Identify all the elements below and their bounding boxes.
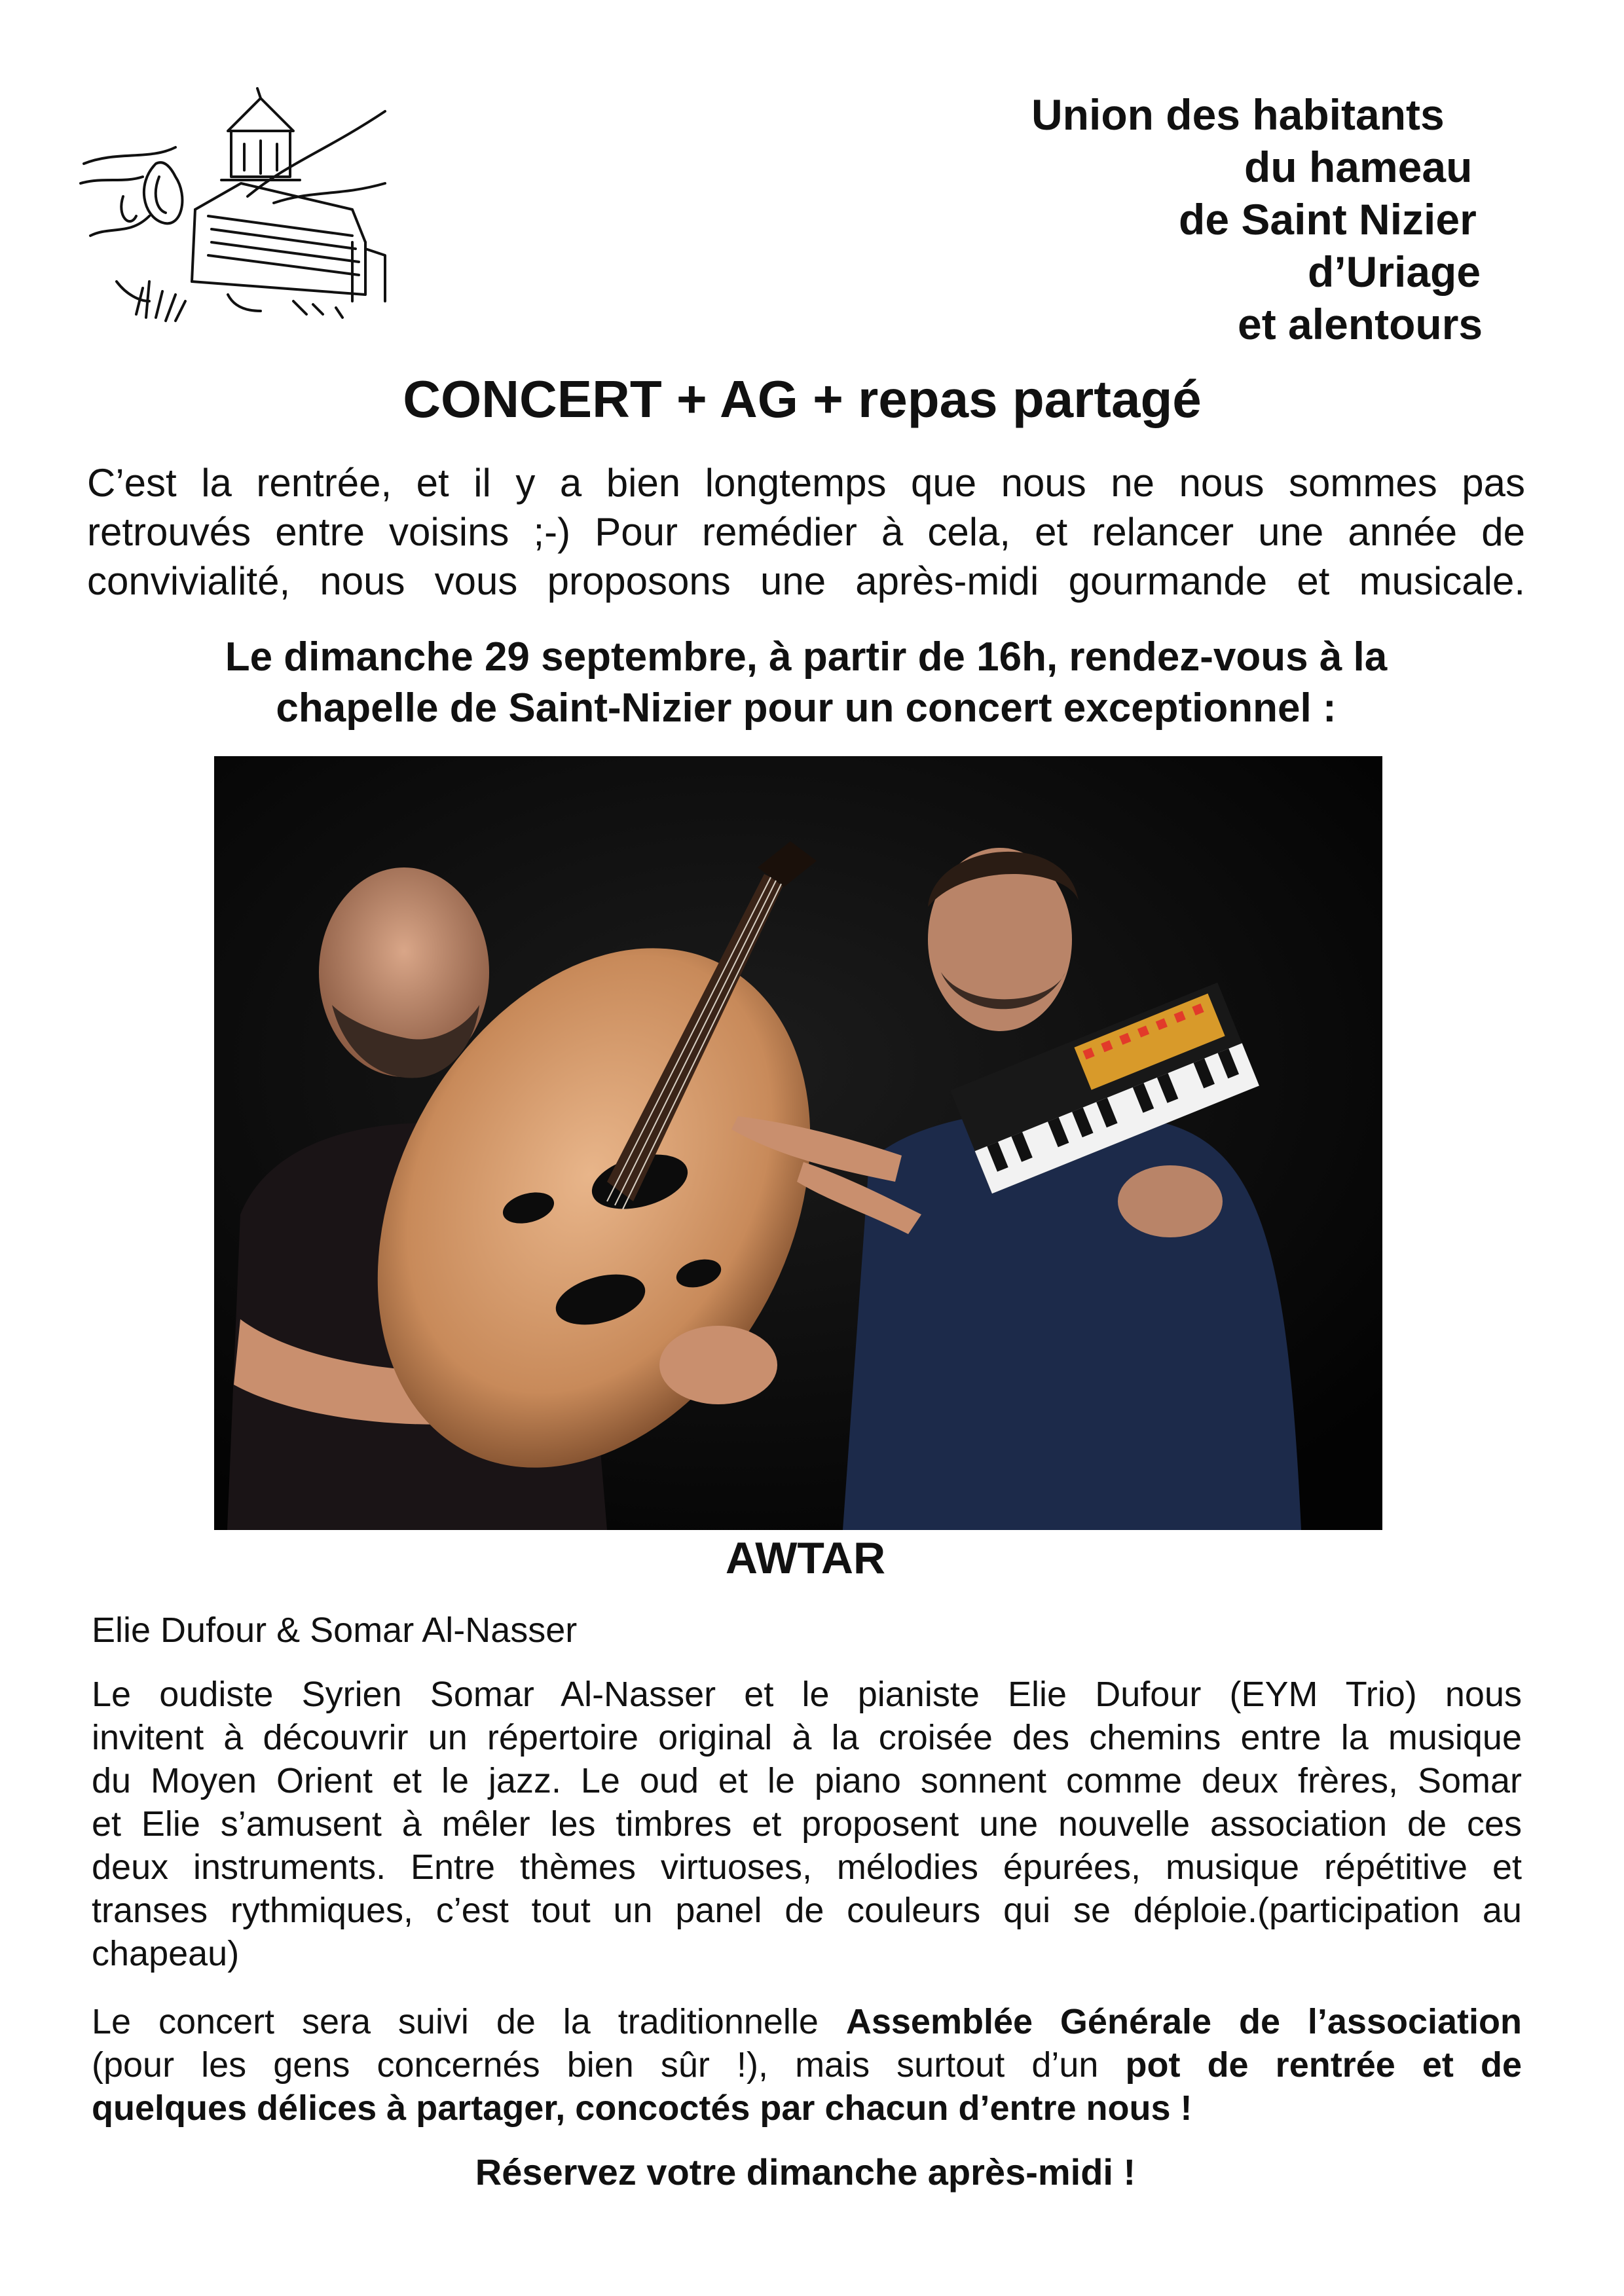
after-concert-paragraph: [92, 2000, 1522, 2130]
musicians-photo: [214, 756, 1382, 1530]
association-line-2: du hameau: [1244, 143, 1473, 191]
band-members: Elie Dufour & Somar Al-Nasser: [92, 1611, 578, 1650]
after-concert-line: [92, 2000, 1522, 2043]
intro-line: C’est la rentrée, et il y a bien longtemps que nous ne nous sommes pas: [87, 461, 1525, 505]
event-line: chapelle de Saint-Nizier pour un concert exceptionnel :: [276, 685, 1337, 731]
description-line: du Moyen Orient et le jazz. Le oud et le piano sonnent comme deux frères, Somar: [92, 1761, 1522, 1800]
after-concert-line: [92, 2043, 1522, 2086]
page-title: CONCERT + AG + repas partagé: [403, 370, 1202, 428]
after-concert-text: Le concert sera suivi de la traditionnelle: [92, 2002, 846, 2041]
description-line: deux instruments. Entre thèmes virtuoses, mélodies épurées, musique répétitive et: [92, 1848, 1522, 1887]
intro-line: retrouvés entre voisins ;-) Pour remédier à cela, et relancer une année de: [87, 510, 1525, 554]
intro-line: convivialité, nous vous proposons une après-midi gourmande et musicale.: [87, 559, 1525, 603]
pot-highlight: pot de rentrée et de: [1125, 2045, 1522, 2085]
musicians-illustration: [214, 756, 1382, 1530]
description-line: chapeau): [92, 1934, 240, 1973]
event-line: Le dimanche 29 septembre, à partir de 16h, rendez-vous à la: [225, 634, 1388, 680]
closing-call: Réservez votre dimanche après-midi !: [475, 2151, 1136, 2193]
association-line-1: Union des habitants: [1031, 90, 1445, 139]
delices-highlight: quelques délices à partager, concoctés par chacun d’entre nous !: [92, 2088, 1192, 2128]
band-name: AWTAR: [725, 1533, 886, 1583]
description-line: transes rythmiques, c’est tout un panel de couleurs qui se déploie.(participation au: [92, 1891, 1522, 1930]
event-announcement: [87, 632, 1525, 734]
chapel-sketch-icon: [77, 85, 392, 354]
assembly-highlight: Assemblée Générale de l’association: [845, 2002, 1522, 2041]
description-line: Le oudiste Syrien Somar Al-Nasser et le pianiste Elie Dufour (EYM Trio) nous: [92, 1675, 1522, 1714]
after-concert-text: (pour les gens concernés bien sûr !), mais surtout d’un: [92, 2045, 1126, 2085]
description-line: invitent à découvrir un répertoire original à la croisée des chemins entre la musique: [92, 1718, 1522, 1757]
description-paragraph: [92, 1673, 1522, 1975]
association-line-3: de Saint Nizier: [1179, 195, 1477, 244]
after-concert-line: [92, 2086, 1522, 2130]
association-line-4: d’Uriage: [1308, 247, 1481, 296]
description-line: et Elie s’amusent à mêler les timbres et proposent une nouvelle association de ces: [92, 1804, 1522, 1844]
intro-paragraph: [87, 458, 1525, 606]
association-line-5: et alentours: [1238, 300, 1483, 348]
